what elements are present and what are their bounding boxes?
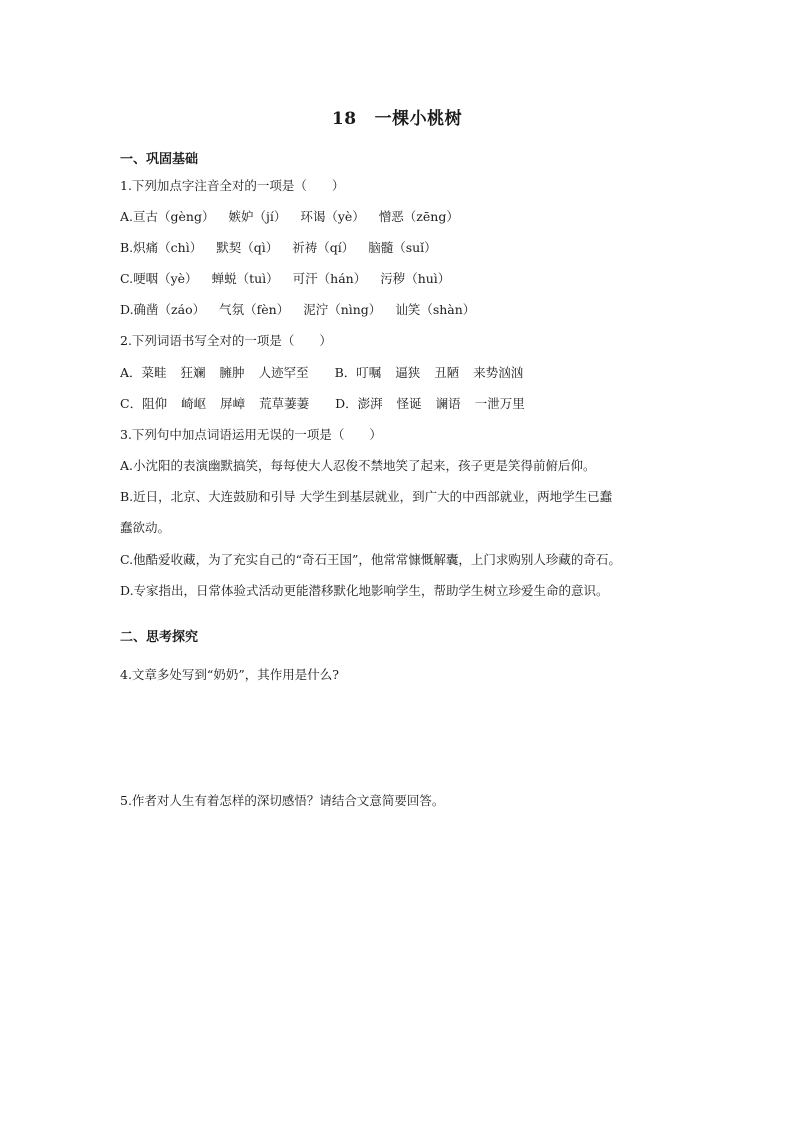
option-item: 默契（qì） [216, 240, 279, 255]
question-1-stem: 1.下列加点字注音全对的一项是（ ） [120, 178, 345, 193]
option-item: C．阻仰 [120, 396, 168, 411]
lesson-title: 一棵小桃树 [374, 109, 463, 129]
question-3-option-b: B.近日，北京、大连鼓励和引导 大学生到基层就业，到广大的中西部就业，两地学生已蠢 [120, 489, 613, 504]
option-item: 逼狭 [395, 365, 421, 380]
option-item: B.炽痛（chì） [120, 240, 203, 255]
question-1-option-c [120, 271, 450, 287]
option-item: A.亘古（gèng） [120, 209, 215, 224]
option-item: A．菜畦 [120, 365, 167, 380]
option-item: 憎恶（zēng） [378, 209, 459, 224]
question-1-option-d [120, 302, 475, 318]
option-item: C.哽咽（yè） [120, 271, 198, 286]
option-item: 环谒（yè） [300, 209, 365, 224]
option-item: 一泄万里 [474, 396, 525, 411]
option-item: 荒草萋萋 [259, 396, 310, 411]
section-heading-inquiry: 二、思考探究 [120, 630, 199, 645]
option-item: 崎岖 [181, 396, 207, 411]
option-item: 气氛（fèn） [219, 302, 290, 317]
option-item: 人迹罕至 [258, 365, 309, 380]
option-item: 可汗（hán） [292, 271, 367, 286]
option-item: 泥泞（nìng） [303, 302, 382, 317]
option-item: 污秽（huì） [380, 271, 451, 286]
page-title [0, 104, 794, 129]
option-item: D．澎湃 [335, 396, 383, 411]
option-item: 屏嶂 [220, 396, 246, 411]
question-3-stem: 3.下列句中加点词语运用无误的一项是（ ） [120, 427, 382, 442]
question-2-stem: 2.下列词语书写全对的一项是（ ） [120, 333, 332, 348]
option-item: B．叮嘱 [334, 365, 382, 380]
option-item: 怪诞 [396, 396, 422, 411]
option-item: 臃肿 [219, 365, 245, 380]
lesson-number: 18 [331, 109, 357, 129]
option-item: 丑陋 [434, 365, 460, 380]
question-4: 4.文章多处写到“奶奶”，其作用是什么? [120, 667, 339, 682]
question-3-option-c: C.他酷爱收藏，为了充实自己的“奇石王国”，他常常慷慨解囊，上门求购别人珍藏的奇石。 [120, 552, 621, 567]
question-2-row-2 [120, 396, 525, 412]
option-item: 蝉蜕（tuì） [211, 271, 279, 286]
option-item: 嫉妒（jí） [228, 209, 287, 224]
option-item: 祈祷（qí） [292, 240, 355, 255]
option-item: 狂斓 [180, 365, 206, 380]
option-item: D.确凿（záo） [120, 302, 206, 317]
question-2-row-1 [120, 365, 523, 381]
question-1-option-b [120, 240, 437, 256]
question-5: 5.作者对人生有着怎样的深切感悟？请结合文意简要回答。 [120, 793, 445, 808]
question-3-option-d: D.专家指出，日常体验式活动更能潜移默化地影响学生，帮助学生树立珍爱生命的意识。 [120, 583, 609, 598]
section-heading-basics: 一、巩固基础 [120, 152, 199, 167]
option-item: 脑髓（suǐ） [368, 240, 437, 255]
option-item: 来势汹汹 [473, 365, 524, 380]
question-1-option-a [120, 209, 459, 225]
option-item: 谰语 [435, 396, 461, 411]
question-3-option-a: A.小沈阳的表演幽默搞笑，每每使大人忍俊不禁地笑了起来，孩子更是笑得前俯后仰。 [120, 458, 596, 473]
option-item: 讪笑（shàn） [395, 302, 476, 317]
question-3-option-b-continued: 蠢欲动。 [120, 520, 171, 535]
